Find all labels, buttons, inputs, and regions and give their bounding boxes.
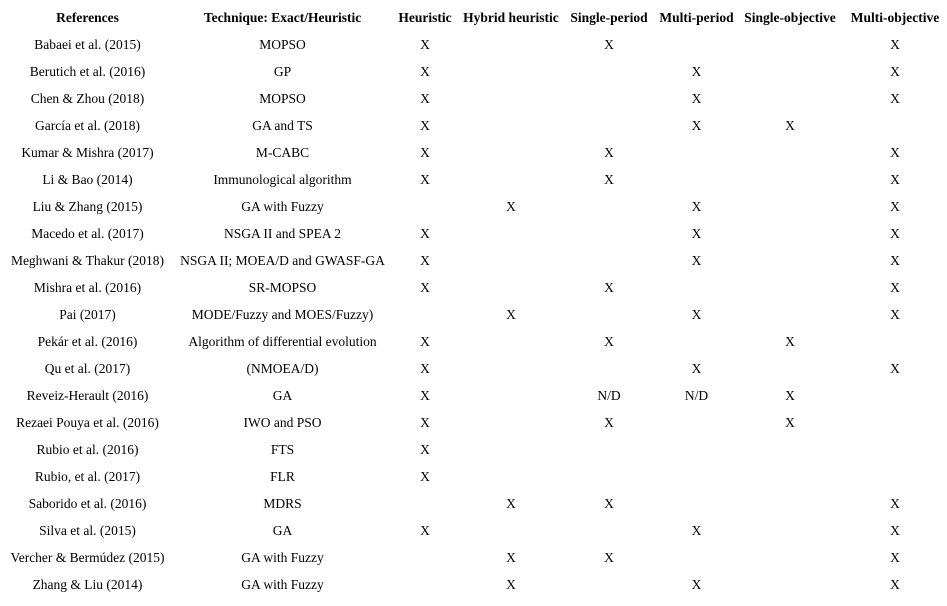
cell-multi-objective: X	[890, 63, 900, 79]
cell-single-objective	[737, 544, 843, 571]
cell-single-period: X	[604, 549, 614, 565]
header-multi-period: Multi-period	[659, 9, 734, 25]
table-row	[0, 193, 947, 220]
cell-single-period	[562, 517, 656, 544]
cell-single-objective	[737, 301, 843, 328]
cell-reference: Kumar & Mishra (2017)	[21, 144, 154, 160]
cell-multi-period	[656, 436, 737, 463]
cell-technique: GA with Fuzzy	[241, 549, 324, 565]
cell-multi-period	[656, 274, 737, 301]
cell-technique: (NMOEA/D)	[246, 360, 319, 376]
cell-single-objective	[737, 571, 843, 598]
cell-heuristic: X	[420, 441, 430, 457]
table-row	[0, 58, 947, 85]
table-row	[0, 166, 947, 193]
cell-multi-objective	[843, 409, 947, 436]
cell-single-objective	[737, 193, 843, 220]
header-row	[0, 4, 947, 31]
cell-heuristic: X	[420, 117, 430, 133]
table-row	[0, 139, 947, 166]
cell-heuristic: X	[420, 225, 430, 241]
cell-single-objective	[737, 355, 843, 382]
cell-multi-objective: X	[890, 144, 900, 160]
cell-multi-objective: X	[890, 90, 900, 106]
cell-reference: Rubio et al. (2016)	[36, 441, 139, 457]
table-row	[0, 355, 947, 382]
cell-multi-objective	[843, 463, 947, 490]
cell-heuristic: X	[420, 144, 430, 160]
header-technique: Technique: Exact/Heuristic	[203, 9, 362, 25]
cell-reference: Pekár et al. (2016)	[37, 333, 138, 349]
cell-heuristic: X	[420, 414, 430, 430]
cell-multi-period	[656, 490, 737, 517]
cell-reference: Silva et al. (2015)	[39, 522, 136, 538]
header-references: References	[56, 9, 119, 25]
cell-reference: Rubio, et al. (2017)	[34, 468, 141, 484]
cell-reference: Mishra et al. (2016)	[33, 279, 142, 295]
cell-heuristic: X	[420, 279, 430, 295]
cell-hybrid-heuristic	[460, 58, 562, 85]
cell-single-period	[562, 247, 656, 274]
cell-reference: Li & Bao (2014)	[42, 171, 133, 187]
cell-single-period: X	[604, 414, 614, 430]
header-single-period: Single-period	[570, 9, 648, 25]
cell-single-objective	[737, 85, 843, 112]
cell-technique: MOPSO	[259, 90, 306, 106]
cell-multi-objective	[843, 328, 947, 355]
cell-hybrid-heuristic	[460, 166, 562, 193]
cell-multi-period: X	[691, 198, 702, 214]
cell-hybrid-heuristic	[460, 409, 562, 436]
cell-reference: Reveiz-Herault (2016)	[26, 387, 149, 403]
cell-single-objective	[737, 166, 843, 193]
cell-multi-objective: X	[890, 522, 900, 538]
cell-single-objective	[737, 58, 843, 85]
table-row	[0, 382, 947, 409]
cell-heuristic: X	[420, 387, 430, 403]
cell-multi-period: X	[691, 225, 702, 241]
header-multi-objective: Multi-objective	[850, 9, 940, 25]
cell-heuristic	[390, 490, 460, 517]
cell-single-period	[562, 355, 656, 382]
cell-hybrid-heuristic: X	[506, 576, 516, 592]
cell-reference: Chen & Zhou (2018)	[30, 90, 145, 106]
cell-single-objective	[737, 517, 843, 544]
cell-multi-period	[656, 139, 737, 166]
cell-technique: NSGA II and SPEA 2	[223, 225, 341, 241]
cell-heuristic: X	[420, 522, 430, 538]
cell-multi-objective: X	[890, 225, 900, 241]
cell-technique: GA	[272, 522, 293, 538]
cell-multi-period	[656, 409, 737, 436]
cell-single-objective	[737, 463, 843, 490]
cell-single-objective: X	[785, 333, 795, 349]
cell-single-objective: X	[785, 387, 795, 403]
cell-heuristic	[390, 544, 460, 571]
cell-technique: GA with Fuzzy	[241, 576, 324, 592]
cell-single-period: X	[604, 279, 614, 295]
cell-multi-period: X	[691, 306, 702, 322]
cell-single-objective: X	[785, 414, 795, 430]
table-row	[0, 328, 947, 355]
cell-single-period	[562, 571, 656, 598]
cell-multi-objective: X	[890, 306, 900, 322]
cell-single-period	[562, 220, 656, 247]
cell-single-period: X	[604, 144, 614, 160]
cell-technique: Algorithm of differential evolution	[188, 333, 377, 349]
cell-reference: Berutich et al. (2016)	[29, 63, 146, 79]
cell-technique: MOPSO	[259, 36, 306, 52]
cell-multi-objective: X	[890, 576, 900, 592]
table-row	[0, 463, 947, 490]
cell-hybrid-heuristic	[460, 517, 562, 544]
table-row	[0, 490, 947, 517]
cell-multi-objective: X	[890, 36, 900, 52]
cell-multi-period: N/D	[684, 387, 709, 403]
cell-multi-period: X	[691, 117, 702, 133]
cell-heuristic: X	[420, 360, 430, 376]
cell-multi-period	[656, 166, 737, 193]
cell-multi-objective	[843, 436, 947, 463]
cell-heuristic	[390, 193, 460, 220]
cell-heuristic: X	[420, 468, 430, 484]
cell-single-objective	[737, 490, 843, 517]
cell-single-period: X	[604, 36, 614, 52]
cell-multi-period: X	[691, 90, 702, 106]
table-row	[0, 517, 947, 544]
cell-hybrid-heuristic: X	[506, 495, 516, 511]
references-table	[0, 4, 947, 598]
table-row	[0, 247, 947, 274]
cell-heuristic: X	[420, 171, 430, 187]
cell-multi-objective	[843, 382, 947, 409]
cell-technique: M-CABC	[255, 144, 310, 160]
cell-technique: GA and TS	[252, 117, 313, 133]
cell-heuristic	[390, 571, 460, 598]
cell-multi-objective: X	[890, 549, 900, 565]
cell-hybrid-heuristic	[460, 463, 562, 490]
cell-single-period	[562, 301, 656, 328]
cell-single-objective	[737, 139, 843, 166]
cell-hybrid-heuristic	[460, 436, 562, 463]
cell-hybrid-heuristic	[460, 139, 562, 166]
cell-reference: Vercher & Bermúdez (2015)	[10, 549, 165, 565]
cell-multi-period	[656, 463, 737, 490]
cell-single-objective	[737, 220, 843, 247]
cell-single-objective	[737, 436, 843, 463]
cell-reference: Qu et al. (2017)	[44, 360, 131, 376]
table-row	[0, 544, 947, 571]
cell-single-period	[562, 58, 656, 85]
cell-hybrid-heuristic	[460, 247, 562, 274]
cell-heuristic: X	[420, 252, 430, 268]
cell-single-objective: X	[785, 117, 795, 133]
cell-single-period: X	[604, 495, 614, 511]
cell-reference: Pai (2017)	[59, 306, 116, 322]
cell-multi-period: X	[691, 576, 702, 592]
header-hybrid-heuristic: Hybrid heuristic	[463, 9, 559, 25]
table-row	[0, 571, 947, 598]
cell-reference: Liu & Zhang (2015)	[32, 198, 143, 214]
cell-heuristic: X	[420, 36, 430, 52]
header-heuristic: Heuristic	[398, 9, 452, 25]
cell-hybrid-heuristic	[460, 382, 562, 409]
cell-single-period: X	[604, 333, 614, 349]
cell-reference: Zhang & Liu (2014)	[32, 576, 143, 592]
cell-heuristic: X	[420, 333, 430, 349]
cell-single-period	[562, 463, 656, 490]
cell-multi-objective: X	[890, 252, 900, 268]
cell-technique: SR-MOPSO	[248, 279, 317, 295]
cell-multi-objective: X	[890, 279, 900, 295]
cell-technique: GP	[273, 63, 292, 79]
table-body	[0, 31, 947, 598]
cell-technique: NSGA II; MOEA/D and GWASF-GA	[180, 252, 385, 268]
cell-reference: Rezaei Pouya et al. (2016)	[16, 414, 159, 430]
cell-multi-period	[656, 328, 737, 355]
cell-technique: FLR	[270, 468, 295, 484]
cell-reference: Saborido et al. (2016)	[28, 495, 147, 511]
cell-reference: García et al. (2018)	[35, 117, 140, 133]
cell-single-period	[562, 85, 656, 112]
table-row	[0, 85, 947, 112]
cell-single-period	[562, 436, 656, 463]
cell-technique: GA with Fuzzy	[241, 198, 324, 214]
cell-reference: Babaei et al. (2015)	[34, 36, 141, 52]
cell-hybrid-heuristic	[460, 31, 562, 58]
cell-hybrid-heuristic	[460, 85, 562, 112]
cell-multi-objective: X	[890, 171, 900, 187]
cell-single-period	[562, 112, 656, 139]
cell-multi-period: X	[691, 360, 702, 376]
cell-multi-objective: X	[890, 198, 900, 214]
cell-technique: MDRS	[263, 495, 302, 511]
cell-hybrid-heuristic	[460, 220, 562, 247]
cell-hybrid-heuristic: X	[506, 198, 516, 214]
cell-multi-period	[656, 544, 737, 571]
cell-multi-period: X	[691, 522, 702, 538]
cell-hybrid-heuristic	[460, 328, 562, 355]
cell-hybrid-heuristic: X	[506, 306, 516, 322]
table-row	[0, 220, 947, 247]
cell-single-objective	[737, 247, 843, 274]
cell-multi-objective: X	[890, 495, 900, 511]
cell-heuristic	[390, 301, 460, 328]
table-row	[0, 409, 947, 436]
cell-reference: Meghwani & Thakur (2018)	[10, 252, 165, 268]
cell-reference: Macedo et al. (2017)	[31, 225, 144, 241]
table-row	[0, 112, 947, 139]
table-row	[0, 274, 947, 301]
cell-hybrid-heuristic	[460, 112, 562, 139]
cell-single-period: N/D	[597, 387, 621, 403]
header-single-objective: Single-objective	[744, 9, 836, 25]
cell-technique: GA	[272, 387, 293, 403]
cell-heuristic: X	[420, 90, 430, 106]
cell-multi-period	[656, 31, 737, 58]
cell-technique: MODE/Fuzzy and MOES/Fuzzy)	[191, 306, 374, 322]
cell-technique: Immunological algorithm	[213, 171, 352, 187]
cell-technique: IWO and PSO	[243, 414, 322, 430]
cell-single-period: X	[604, 171, 614, 187]
table-row	[0, 436, 947, 463]
cell-hybrid-heuristic	[460, 274, 562, 301]
cell-single-period	[562, 193, 656, 220]
cell-technique: FTS	[270, 441, 295, 457]
cell-multi-period: X	[691, 252, 702, 268]
table-row	[0, 31, 947, 58]
cell-hybrid-heuristic: X	[506, 549, 516, 565]
cell-hybrid-heuristic	[460, 355, 562, 382]
cell-multi-period: X	[691, 63, 702, 79]
cell-heuristic: X	[420, 63, 430, 79]
cell-multi-objective: X	[890, 360, 900, 376]
cell-multi-objective	[843, 112, 947, 139]
cell-single-objective	[737, 31, 843, 58]
cell-single-objective	[737, 274, 843, 301]
table-row	[0, 301, 947, 328]
